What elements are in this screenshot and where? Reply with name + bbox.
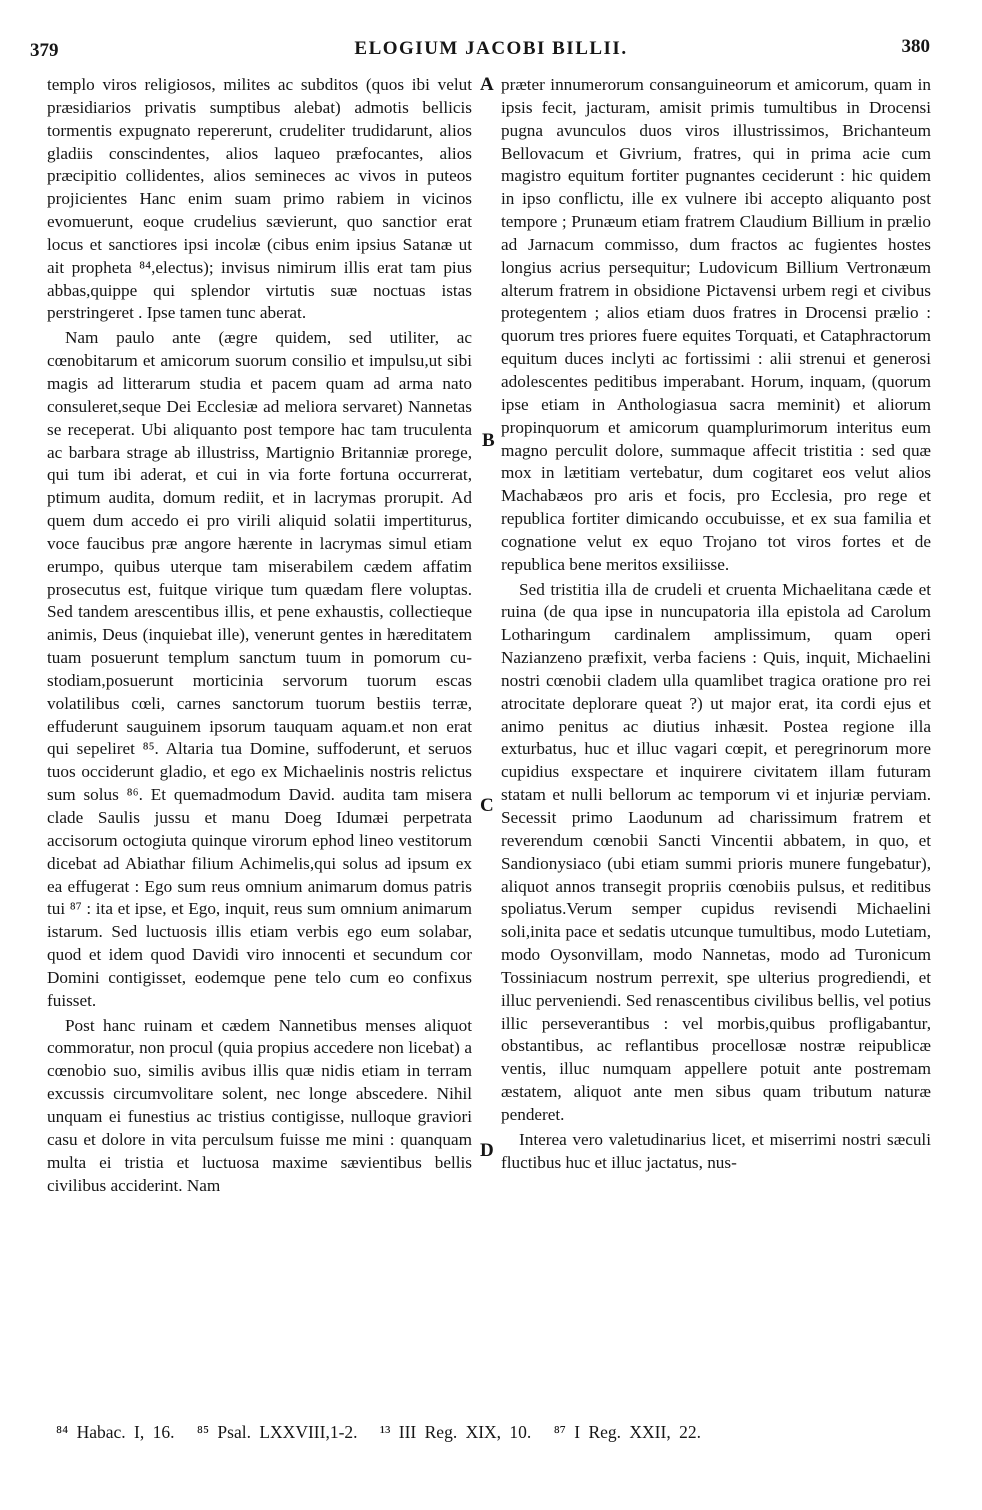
margin-marker-a: A	[480, 74, 494, 95]
margin-marker-b: B	[482, 430, 495, 451]
right-column	[501, 74, 931, 1175]
margin-marker-d: D	[480, 1140, 494, 1161]
footnotes	[56, 1422, 715, 1443]
right-page-number: 380	[901, 36, 930, 57]
footnote: ¹³ III Reg. XIX, 10.	[379, 1422, 532, 1442]
paragraph: Interea vero valetudinarius licet, et miserrimi nostri sæculi fluctibus huc et illuc jactatus, nus-	[501, 1129, 931, 1172]
running-title: ELOGIUM JACOBI BILLII.	[354, 38, 628, 59]
left-page-number: 379	[30, 40, 59, 61]
margin-marker-c: C	[480, 795, 494, 816]
footnote: ⁸⁵ Psal. LXXVIII,1-2.	[196, 1422, 358, 1442]
left-column	[47, 74, 472, 1197]
paragraph: templo viros religiosos, milites ac subditos (quos ibi velut præsidiarios privatis sumptibus alebat) admotis bellicis tormentis expugnato repererunt, crudeliter trudidarunt, alios gladiis conscindentes, alios laqueo præfocantes, alios præcipitio collidentes, alios semineces ac vivos in puteos projicientes Hanc enim suam primo rabiem in vicinos evomuerunt, eoque crudelius sævierunt, quo sanctior erat locus et sanctiores ipsi incolæ (cibus enim ipsius Satanæ ut ait propheta ⁸⁴,electus); invisus nimirum illis erat tam pius abbas,quippe qui splendor virtutis suæ noctuas istas perstringeret . Ipse tamen tunc aberat.	[47, 75, 472, 323]
footnote: ⁸⁴ Habac. I, 16.	[56, 1422, 175, 1442]
paragraph: Nam paulo ante (ægre quidem, sed utiliter, ac cœnobitarum et amicorum suorum consilio et impulsu,ut sibi magis ad litterarum studia et pacem quam ad arma nato consuleret,seque Dei Ecclesiæ ad meliora servaret) Nannetas se receperat. Ubi aliquanto post tempore hac tam truculenta ac barbara strage ab illustriss, Martignio Britanniæ prorege, qui tum ibi aderat, et cui in via forte fortuna occurrerat, ptimum audita, domum rediit, et in lacrymas prorupit. Ad quem dum accedo ei pro virili aliquid solatii impertiturus, voce faucibus præ angore hærente in lacrymas simul etiam erumpo, quibus uterque tam miserabilem cædem affatim prosecutus est, fuitque virique tum quædam flere voluptas. Sed tandem arescentibus illis, et pene exhaustis, collectieque animis, Deus (inquiebat ille), venerunt gentes in hæreditatem tuam posuerunt templum sanctum tuum in pomorum custodiam,posuerunt morticinia servorum tuorum escas volatilibus cœli, carnes sanctorum tuorum bestiis terræ, effuderunt sauguinem ipsorum tauquam aquam.et non erat qui sepeliret ⁸⁵. Altaria tua Domine, suffoderunt, et seruos tuos occiderunt gladio, et ego ex Michaelinis nostris relictus sum solus ⁸⁶. Et quemadmodum David. audita tam misera clade Saulis jussu et manu Doeg Idumæi perpetrata accisorum octogiuta quinque virorum ephod lineo vestitorum dicebat ad Abiathar filium Achimelis,qui solus ad ipsum ex ea effugerat : Ego sum reus omnium animarum domus patris tui ⁸⁷ : ita et ipse, et Ego, inquit, reus sum omnium animarum istarum. Sed luctuosis illis etiam verbis ego eum solabar, quod et idem quod Davidi viro innocenti et secundum cor Domini contigisset, eodemque pene telo cum eo confixus fuisset.	[47, 328, 472, 1010]
running-header	[0, 36, 982, 66]
paragraph: Post hanc ruinam et cædem Nannetibus menses aliquot commoratur, non procul (quia propius accedere non licebat) a cœnobio suo, similis avibus illis quæ nidis etiam in terram excussis circumvolitare solent, nec longe abscedere. Nihil unquam ei funestius ac tristius contigisse, nulloque graviori casu et dolore in vita perculsum fuisse me mini : quanquam multa ei tristia et luctuosa maxime sævientibus bellis civilibus acciderint. Nam	[47, 1015, 472, 1195]
paragraph: Sed tristitia illa de crudeli et cruenta Michaelitana cæde et ruina (de qua ipse in nuncupatoria illa epistola ad Carolum Lotharingum cardinalem amplissimum, quam operi Nazianzeno præfixit, verba faciens : Quis, inquit, Michaelini nostri cœnobii cladem ulla quamlibet tragica oratione pro rei atrocitate deplorare queat ?) ut major erat, ita cordi ejus et animo penitus ac diutius inhæsit. Postea regione illa exturbatus, huc et illuc vagari cœpit, et peregrinorum more cupidius exspectare et inquirere civitatem illam futuram statam et nulli bellorum ac temporum vi et injuriæ perviam. Secessit primo Laodunum ad charissimum fratrem et reverendum cœnobii Sancti Vincentii abbatem, in quo, et Sandionysiaco (ubi etiam summi prioris munere fungebatur), aliquot annos transegit propriis cœnobiis pulsus, et reditibus spoliatus.Verum semper cupidus revisendi Michaelini soli,inita pace et sedatis utcunque tumultibus, modo Lutetiam, modo Oysonvillam, modo Nannetas, modo ad Turonicum Tossiniacum nostrum perrexit, spe ulterius progrediendi, et illuc perveniendi. Sed renascentibus civilibus bellis, vel potius illic perseverantibus : vel morbis,quibus profligabantur, obstantibus, ac reflantibus procellosæ nostræ reipublicæ ventis, illuc numquam appellere potuit ante postremam æstatem, aliquot ante men sibus quam tributum naturæ penderet.	[501, 579, 931, 1124]
paragraph: præter innumerorum consanguineorum et amicorum, quam in ipsis fecit, jacturam, amisit primis tumultibus in Drocensi pugna avunculos duos viros illustrissimos, Brichanteum Bellovacum et Givrium, fratres, qui in prima acie cum magistro equitum fortiter pugnantes ceciderunt : hic quidem in ipso conflictu, ille ex vulnere ibi accepto aliquanto post tempore ; Prunæum etiam fratrem Claudium Billium in prælio ad Jarnacum commisso, dum fractos ac fugientes hostes longius acrius persequitur; Ludovicum Billium Vertronæum alterum fratrem in obsidione Pictavensi urbem regi et civibus protegentem ; alios etiam duos fratres in Drocensi prælio : quorum tres priores fuere equites Torquati, et Cataphractorum equitum duces inclyti ac fortissimi : alii strenui et generosi adolescentes peditibus imperabant. Horum, inquam, (quorum ipse etiam in Anthologiasua sacra meminit) et aliorum propinquorum et amicorum quamplurimorum interitus eum magno perculit dolore, summaque affecit tristitia : sed quæ mox in lætitiam vertebatur, dum cogitaret eos velut alios Machabæos pro aris et focis, pro Ecclesia, pro rege et republica fortiter dimicando occubuisse, et ex sua familia et cognatione velut ex equo Trojano tot viros fortes et de republica bene meritos exsiliisse.	[501, 75, 931, 574]
footnote: ⁸⁷ I Reg. XXII, 22.	[553, 1422, 701, 1442]
